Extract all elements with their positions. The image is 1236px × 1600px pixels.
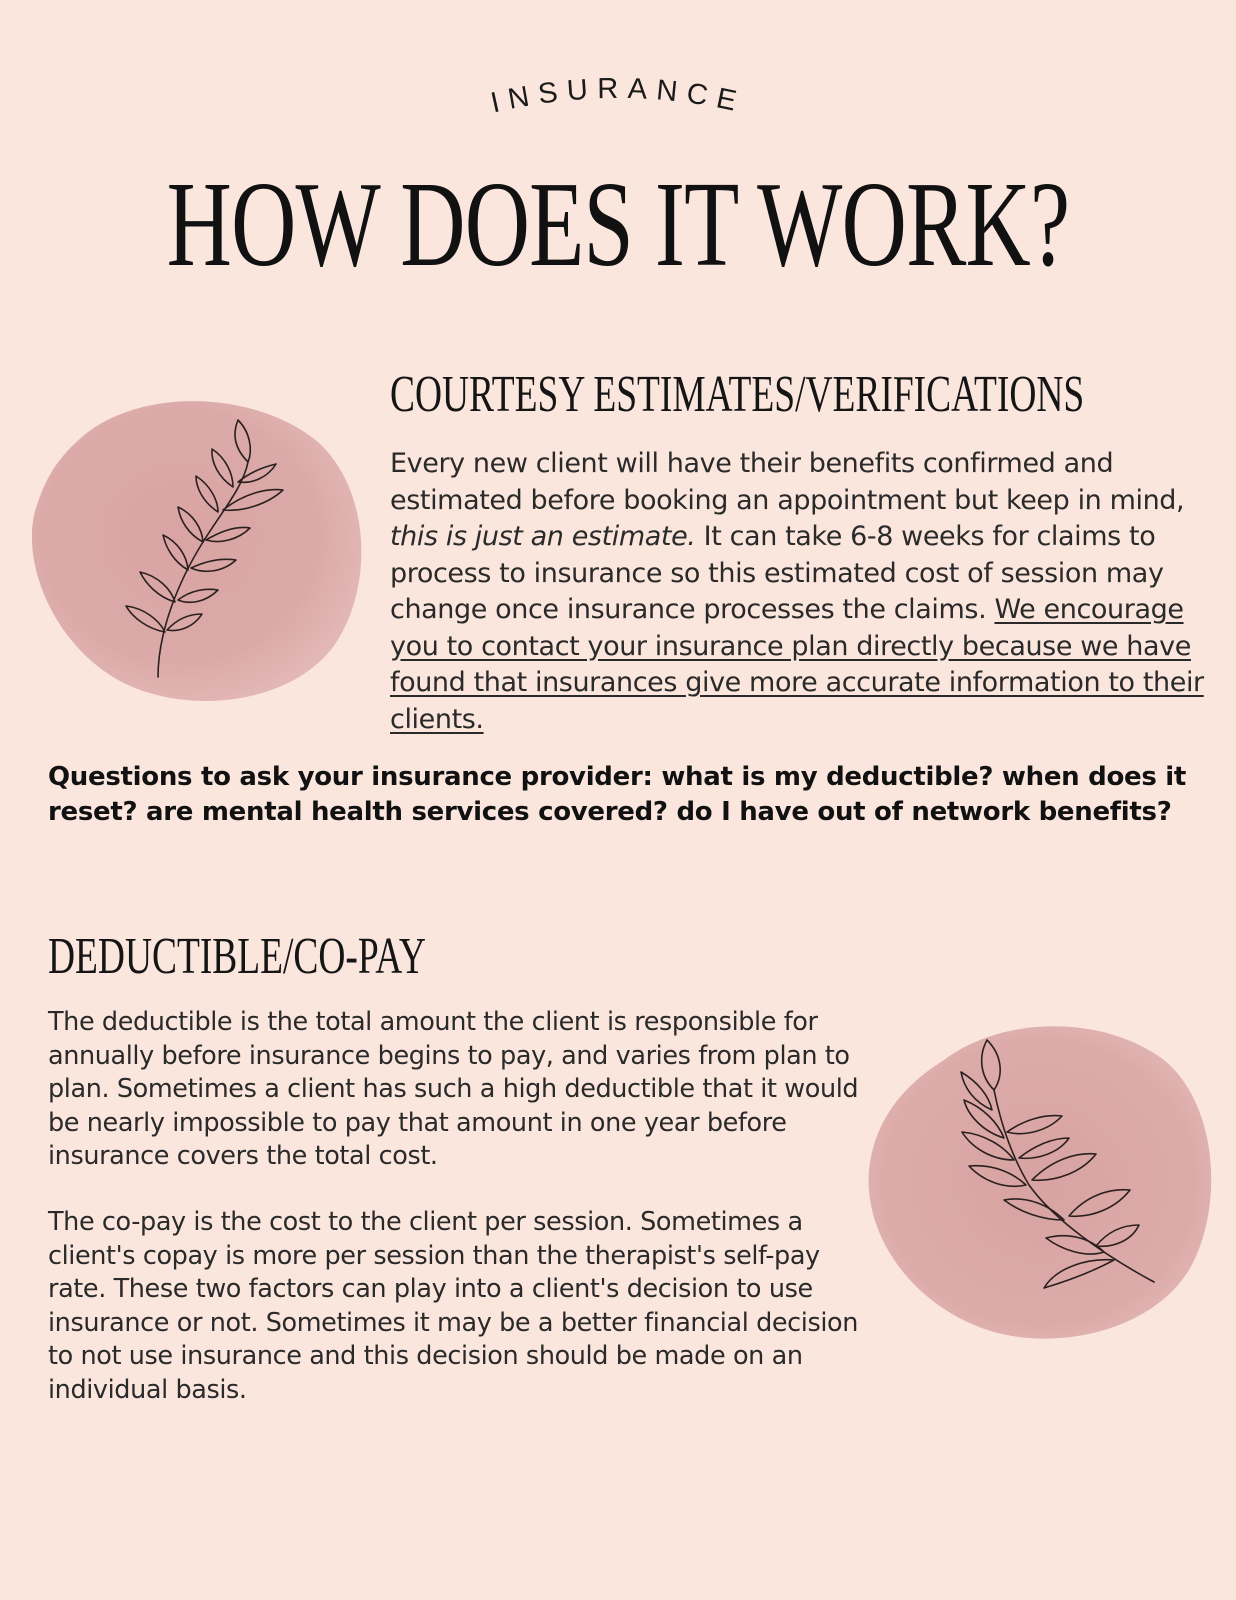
courtesy-section-title: COURTESY ESTIMATES/VERIFICATIONS: [390, 366, 1085, 423]
copay-paragraph: The co-pay is the cost to the client per session. Sometimes a client's copay is more per session than the therapist's self-pay rate. These two factors can play into a client's decision to use insurance or not. Sometimes it may be a better financial decision to not use insurance and this decision should be made on an individual basis.: [48, 1207, 859, 1405]
eyebrow-text: INSURANCE: [487, 72, 748, 118]
deductible-section-title: DEDUCTIBLE/CO-PAY: [48, 928, 426, 985]
leafy-sprig-icon: [864, 1020, 1216, 1348]
courtesy-underlined-note: We encourage you to contact your insurance plan directly because we have found that insurances give more accurate information to their clients.: [390, 594, 1204, 735]
courtesy-text-intro: Every new client will have their benefits confirmed and estimated before booking an appointment but keep in mind,: [390, 448, 1185, 516]
leaf-branch-icon: [28, 392, 368, 712]
courtesy-paragraph: [390, 446, 1210, 738]
leafy-sprig-illustration: [864, 1020, 1216, 1348]
eyebrow-label: [0, 38, 1236, 118]
page-title: HOW DOES IT WORK?: [166, 157, 1070, 292]
insurance-questions: Questions to ask your insurance provider: what is my deductible? when does it reset? are mental health services covered? do I have out of network benefits?: [48, 762, 1187, 827]
leaf-branch-illustration: [28, 392, 368, 712]
deductible-paragraph: The deductible is the total amount the client is responsible for annually before insurance begins to pay, and varies from plan to plan. Sometimes a client has such a high deductible that it would be nearly impossible to pay that amount in one year before insurance covers the total cost.: [48, 1007, 859, 1171]
svg-text:INSURANCE: [488, 73, 748, 118]
courtesy-text-middle: It can take 6-8 weeks for claims to process to insurance so this estimated cost of session may change once insurance processes the claims.: [390, 521, 1164, 625]
courtesy-emphasis: this is just an estimate.: [390, 521, 696, 552]
